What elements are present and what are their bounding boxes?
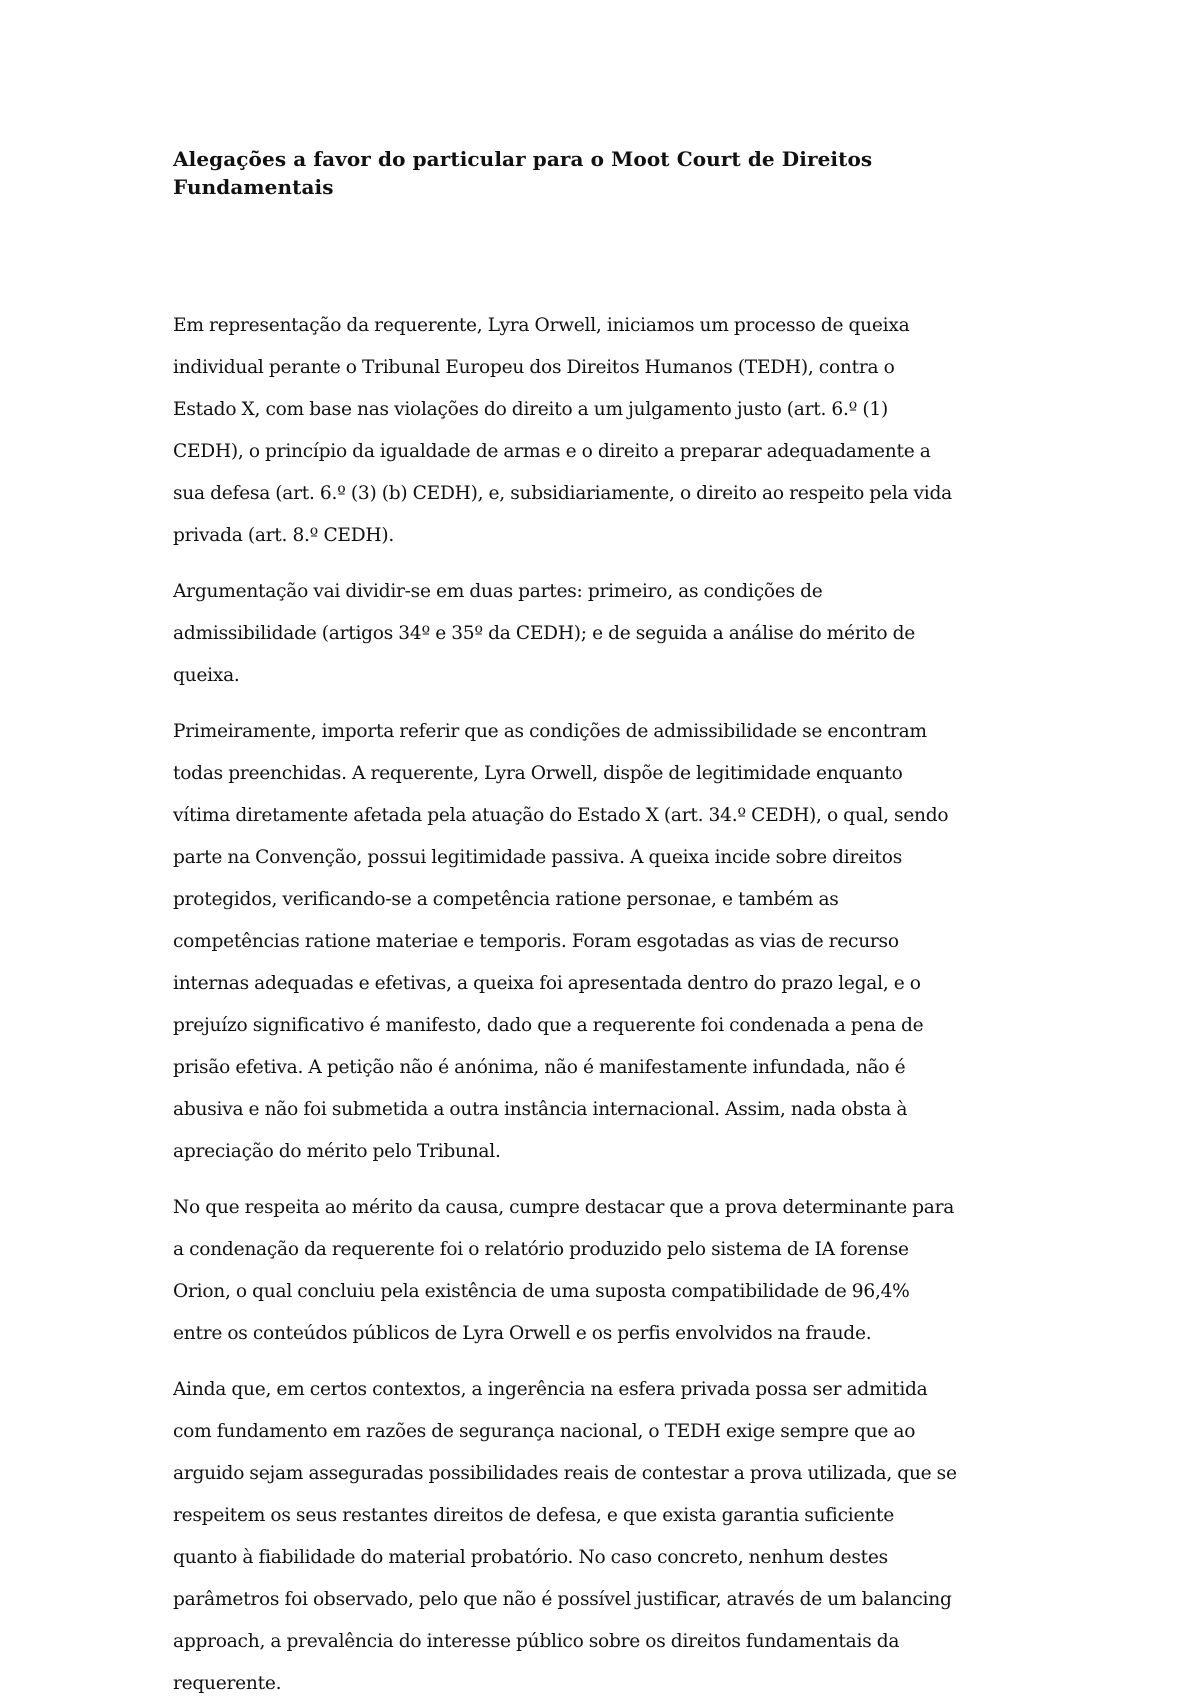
paragraph-structure: Argumentação vai dividir-se em duas partes: primeiro, as condições de admissibilidade (artigos 34º e 35º da CEDH); e de seguida a análise do mérito de queixa. [173, 581, 915, 686]
paragraph-admissibility: Primeiramente, importa referir que as condições de admissibilidade se encontram todas preenchidas. A requerente, Lyra Orwell, dispõe de legitimidade enquanto vítima diretamente afetada pela atuação do Estado X (art. 34.º CEDH), o qual, sendo parte na Convenção, possui legitimidade passiva. A queixa incide sobre direitos protegidos, verificando-se a competência ratione personae, e também as competências ratione materiae e temporis. Foram esgotadas as vias de recurso internas adequadas e efetivas, a queixa foi apresentada dentro do prazo legal, e o prejuízo significativo é manifesto, dado que a requerente foi condenada a pena de prisão efetiva. A petição não é anónima, não é manifestamente infundada, não é abusiva e não foi submetida a outra instância internacional. Assim, nada obsta à apreciação do mérito pelo Tribunal. [173, 721, 949, 1162]
paragraph-merits: No que respeita ao mérito da causa, cumpre destacar que a prova determinante para a condenação da requerente foi o relatório produzido pelo sistema de IA forense Orion, o qual concluiu pela existência de uma suposta compatibilidade de 96,4% entre os conteúdos públicos de Lyra Orwell e os perfis envolvidos na fraude. [173, 1197, 955, 1344]
document-body [173, 305, 960, 1705]
paragraph-conclusion: Ainda que, em certos contextos, a ingerência na esfera privada possa ser admitida com fundamento em razões de segurança nacional, o TEDH exige sempre que ao arguido sejam asseguradas possibilidades reais de contestar a prova utilizada, que se respeitem os seus restantes direitos de defesa, e que exista garantia suficiente quanto à fiabilidade do material probatório. No caso concreto, nenhum destes parâmetros foi observado, pelo que não é possível justificar, através de um balancing approach, a prevalência do interesse público sobre os direitos fundamentais da requerente. [173, 1379, 957, 1694]
document-title: Alegações a favor do particular para o Moot Court de Direitos Fundamentais [173, 147, 873, 199]
paragraph-introduction: Em representação da requerente, Lyra Orwell, iniciamos um processo de queixa individual perante o Tribunal Europeu dos Direitos Humanos (TEDH), contra o Estado X, com base nas violações do direito a um julgamento justo (art. 6.º (1) CEDH), o princípio da igualdade de armas e o direito a preparar adequadamente a sua defesa (art. 6.º (3) (b) CEDH), e, subsidiariamente, o direito ao respeito pela vida privada (art. 8.º CEDH). [173, 315, 952, 546]
